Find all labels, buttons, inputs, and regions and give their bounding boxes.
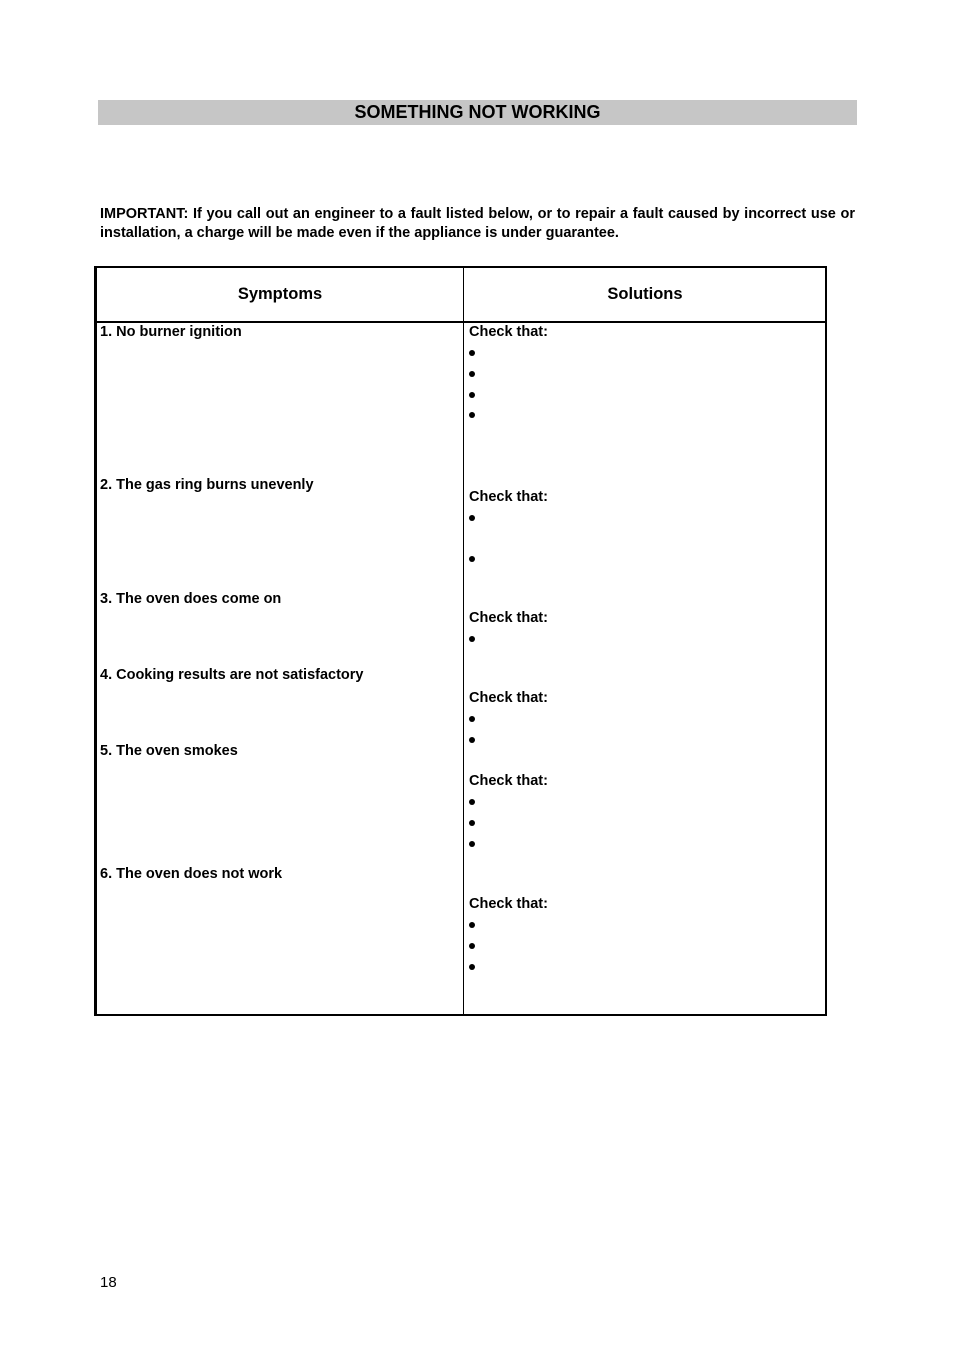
important-notice: IMPORTANT: If you call out an engineer to a fault listed below, or to repair a fault caused by incorrect use or installation, a charge will be made even if the appliance is under guarantee.: [100, 206, 855, 241]
column-divider: [463, 268, 464, 1014]
symptom-2: 2. The gas ring burns unevenly: [100, 477, 314, 493]
page-title: SOMETHING NOT WORKING: [98, 100, 857, 125]
bullet-point: [469, 392, 475, 398]
bullet-point: [469, 412, 475, 418]
bullet-point: [469, 820, 475, 826]
symptom-6: 6. The oven does not work: [100, 866, 283, 882]
troubleshooting-table: [94, 266, 827, 1016]
check-that-label-6: Check that:: [469, 896, 548, 912]
check-that-label-1: Check that:: [469, 324, 548, 340]
bullet-point: [469, 350, 475, 356]
bullet-point: [469, 943, 475, 949]
symptom-3: 3. The oven does come on: [100, 591, 282, 607]
symptoms-header: Symptoms: [237, 285, 323, 303]
symptom-4: 4. Cooking results are not satisfactory: [100, 667, 364, 683]
check-that-label-5: Check that:: [469, 773, 548, 789]
bullet-point: [469, 371, 475, 377]
check-that-label-3: Check that:: [469, 610, 548, 626]
symptom-5: 5. The oven smokes: [100, 743, 238, 759]
solutions-header: Solutions: [607, 285, 683, 303]
bullet-point: [469, 737, 475, 743]
bullet-point: [469, 964, 475, 970]
symptom-1: 1. No burner ignition: [100, 324, 242, 340]
check-that-label-4: Check that:: [469, 690, 548, 706]
bullet-point: [469, 841, 475, 847]
bullet-point: [469, 556, 475, 562]
bullet-point: [469, 515, 475, 521]
bullet-point: [469, 636, 475, 642]
check-that-label-2: Check that:: [469, 489, 548, 505]
bullet-point: [469, 922, 475, 928]
bullet-point: [469, 716, 475, 722]
page-number: 18: [100, 1274, 117, 1291]
bullet-point: [469, 799, 475, 805]
